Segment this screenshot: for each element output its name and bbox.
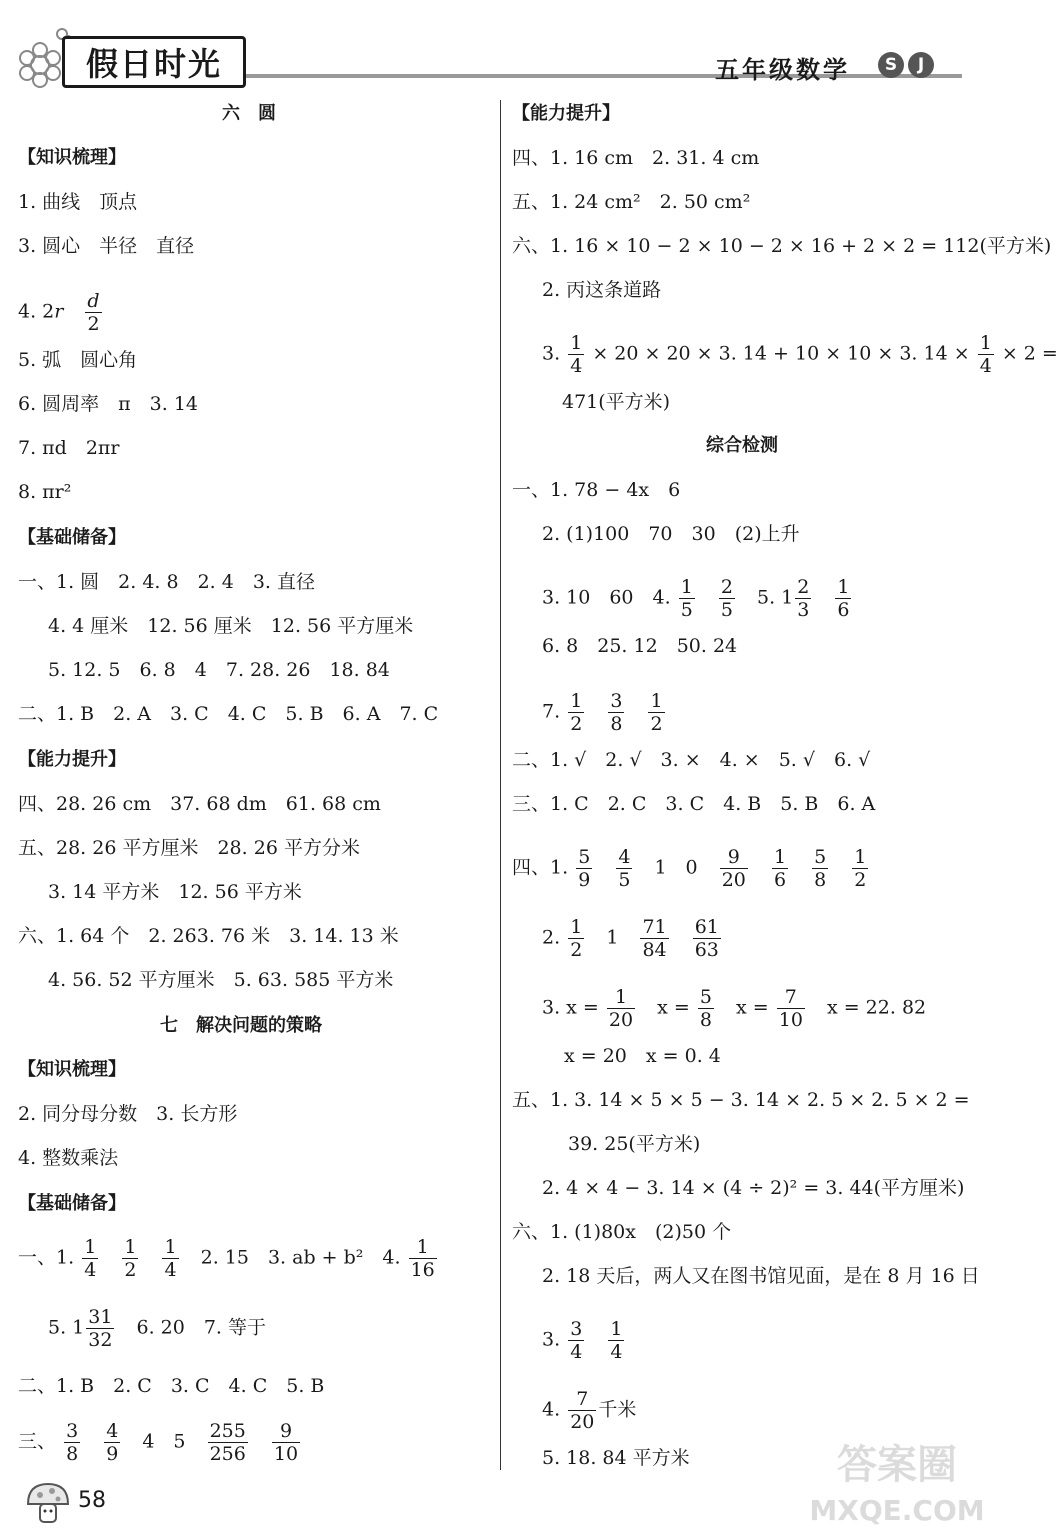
answer-line: 六、1. (1)80x (2)50 个 xyxy=(512,1221,732,1243)
answer-line: 4. 整数乘法 xyxy=(18,1147,119,1169)
badge-s: S xyxy=(878,52,904,78)
answer-line: 六、1. 16 × 10 − 2 × 10 − 2 × 16 + 2 × 2 = 112(平方米) xyxy=(512,235,1052,257)
answer-line: 六、1. 64 个 2. 263. 76 米 3. 14. 13 米 xyxy=(18,925,399,947)
answer-line: 2. 18 天后，两人又在图书馆见面，是在 8 月 16 日 xyxy=(542,1265,980,1287)
header-subject: 五年级数学 xyxy=(715,56,850,84)
section-title: 六 圆 xyxy=(222,103,276,124)
answer-line: 五、1. 3. 14 × 5 × 5 − 3. 14 × 2. 5 × 2. 5 × 2 = xyxy=(512,1089,970,1111)
answer-line: 三、 $\frac{3}{8}$ $\frac{4}{9}$ 4 5 $\frac{255}{256}$ $\frac{9}{10}$ xyxy=(18,1420,299,1465)
subsection-heading: 【能力提升】 xyxy=(18,749,126,770)
answer-line: 7. πd 2πr xyxy=(18,437,120,459)
answer-line: 471(平方米) xyxy=(562,391,671,413)
answer-line: 一、1. $\frac{1}{4}$ $\frac{1}{2}$ $\frac{1}{4}$ 2. 15 3. ab + b² 4. $\frac{1}{16}$ xyxy=(18,1236,435,1281)
answer-line: 2. 4 × 4 − 3. 14 × (4 ÷ 2)² = 3. 44(平方厘米) xyxy=(542,1177,965,1199)
answer-line: 三、1. C 2. C 3. C 4. B 5. B 6. A xyxy=(512,793,876,815)
answer-line: 五、1. 24 cm² 2. 50 cm² xyxy=(512,191,751,213)
answer-line: 3. x = $\frac{1}{20}$ x = $\frac{5}{8}$ x = $\frac{7}{10}$ x = 22. 82 xyxy=(542,986,927,1031)
page-number: 58 xyxy=(78,1488,106,1513)
answer-line: 四、28. 26 cm 37. 68 dm 61. 68 cm xyxy=(18,793,381,815)
answer-line: 6. 8 25. 12 50. 24 xyxy=(542,635,738,657)
answer-line: 1. 曲线 顶点 xyxy=(18,191,138,213)
answer-line: 二、1. √ 2. √ 3. × 4. × 5. √ 6. √ xyxy=(512,749,871,771)
fraction: $\frac{d}{2}$ xyxy=(87,290,100,335)
subsection-heading: 【基础储备】 xyxy=(18,1193,126,1214)
answer-line: 一、1. 78 − 4x 6 xyxy=(512,479,681,501)
svg-text:答案圈: 答案圈 xyxy=(837,1442,957,1488)
column-divider xyxy=(500,100,501,1470)
answer-line: 3. $\frac{3}{4}$ $\frac{1}{4}$ xyxy=(542,1318,623,1363)
section-title: 综合检测 xyxy=(706,435,778,456)
answer-line: 2. 同分母分数 3. 长方形 xyxy=(18,1103,238,1125)
answer-line: 5. 1 $\frac{31}{32}$ 6. 20 7. 等于 xyxy=(48,1306,267,1351)
answer-line: 5. 18. 84 平方米 xyxy=(542,1447,690,1469)
mushroom-icon xyxy=(22,1478,74,1530)
answer-line: 3. 10 60 4. $\frac{1}{5}$ $\frac{2}{5}$ 5. 1 $\frac{2}{3}$ $\frac{1}{6}$ xyxy=(542,576,850,621)
answer-line: 6. 圆周率 π 3. 14 xyxy=(18,393,198,415)
svg-text:MXQE.COM: MXQE.COM xyxy=(809,1494,985,1527)
answer-line: 4. 2r $\frac{d}{2}$ xyxy=(18,290,100,335)
subsection-heading: 【基础储备】 xyxy=(18,527,126,548)
answer-line: 3. 14 平方米 12. 56 平方米 xyxy=(48,881,302,903)
answer-line: 4. 56. 52 平方厘米 5. 63. 585 平方米 xyxy=(48,969,394,991)
answer-line: 2. $\frac{1}{2}$ 1 $\frac{71}{84}$ $\frac{61}{63}$ xyxy=(542,916,719,961)
answer-line: 39. 25(平方米) xyxy=(568,1133,701,1155)
watermark-logo xyxy=(802,1430,992,1530)
answer-line: 4. $\frac{7}{20}$ 千米 xyxy=(542,1388,637,1433)
answer-line: 五、28. 26 平方厘米 28. 26 平方分米 xyxy=(18,837,360,859)
answer-line: 二、1. B 2. C 3. C 4. C 5. B xyxy=(18,1375,325,1397)
answer-line: 8. πr² xyxy=(18,481,72,503)
answer-line: 2. 丙这条道路 xyxy=(542,279,662,301)
answer-line: 2. (1)100 70 30 (2)上升 xyxy=(542,523,800,545)
subsection-heading: 【能力提升】 xyxy=(512,103,620,124)
answer-line: 5. 12. 5 6. 8 4 7. 28. 26 18. 84 xyxy=(48,659,390,681)
answer-line: 7. $\frac{1}{2}$ $\frac{3}{8}$ $\frac{1}{2}$ xyxy=(542,690,663,735)
section-title: 七 解决问题的策略 xyxy=(160,1015,322,1036)
logo-title: 假日时光 xyxy=(62,36,246,88)
page-header xyxy=(0,0,1000,90)
subsection-heading: 【知识梳理】 xyxy=(18,147,126,168)
answer-line: 4. 4 厘米 12. 56 厘米 12. 56 平方厘米 xyxy=(48,615,414,637)
answer-line: 3. $\frac{1}{4}$ × 20 × 20 × 3. 14 + 10 × 10 × 3. 14 × $\frac{1}{4}$ × 2 = xyxy=(542,332,1058,377)
answer-line: 二、1. B 2. A 3. C 4. C 5. B 6. A 7. C xyxy=(18,703,439,725)
badge-j: J xyxy=(908,52,934,78)
subsection-heading: 【知识梳理】 xyxy=(18,1059,126,1080)
answer-line: 5. 弧 圆心角 xyxy=(18,349,138,371)
answer-line: 3. 圆心 半径 直径 xyxy=(18,235,195,257)
answer-line: x = 20 x = 0. 4 xyxy=(564,1045,721,1067)
header-rule xyxy=(246,74,962,78)
answer-line: 四、1. $\frac{5}{9}$ $\frac{4}{5}$ 1 0 $\frac{9}{20}$ $\frac{1}{6}$ $\frac{5}{8}$ $\frac{1}{2}$ xyxy=(512,846,867,891)
answer-line: 四、1. 16 cm 2. 31. 4 cm xyxy=(512,147,760,169)
answer-line: 一、1. 圆 2. 4. 8 2. 4 3. 直径 xyxy=(18,571,316,593)
